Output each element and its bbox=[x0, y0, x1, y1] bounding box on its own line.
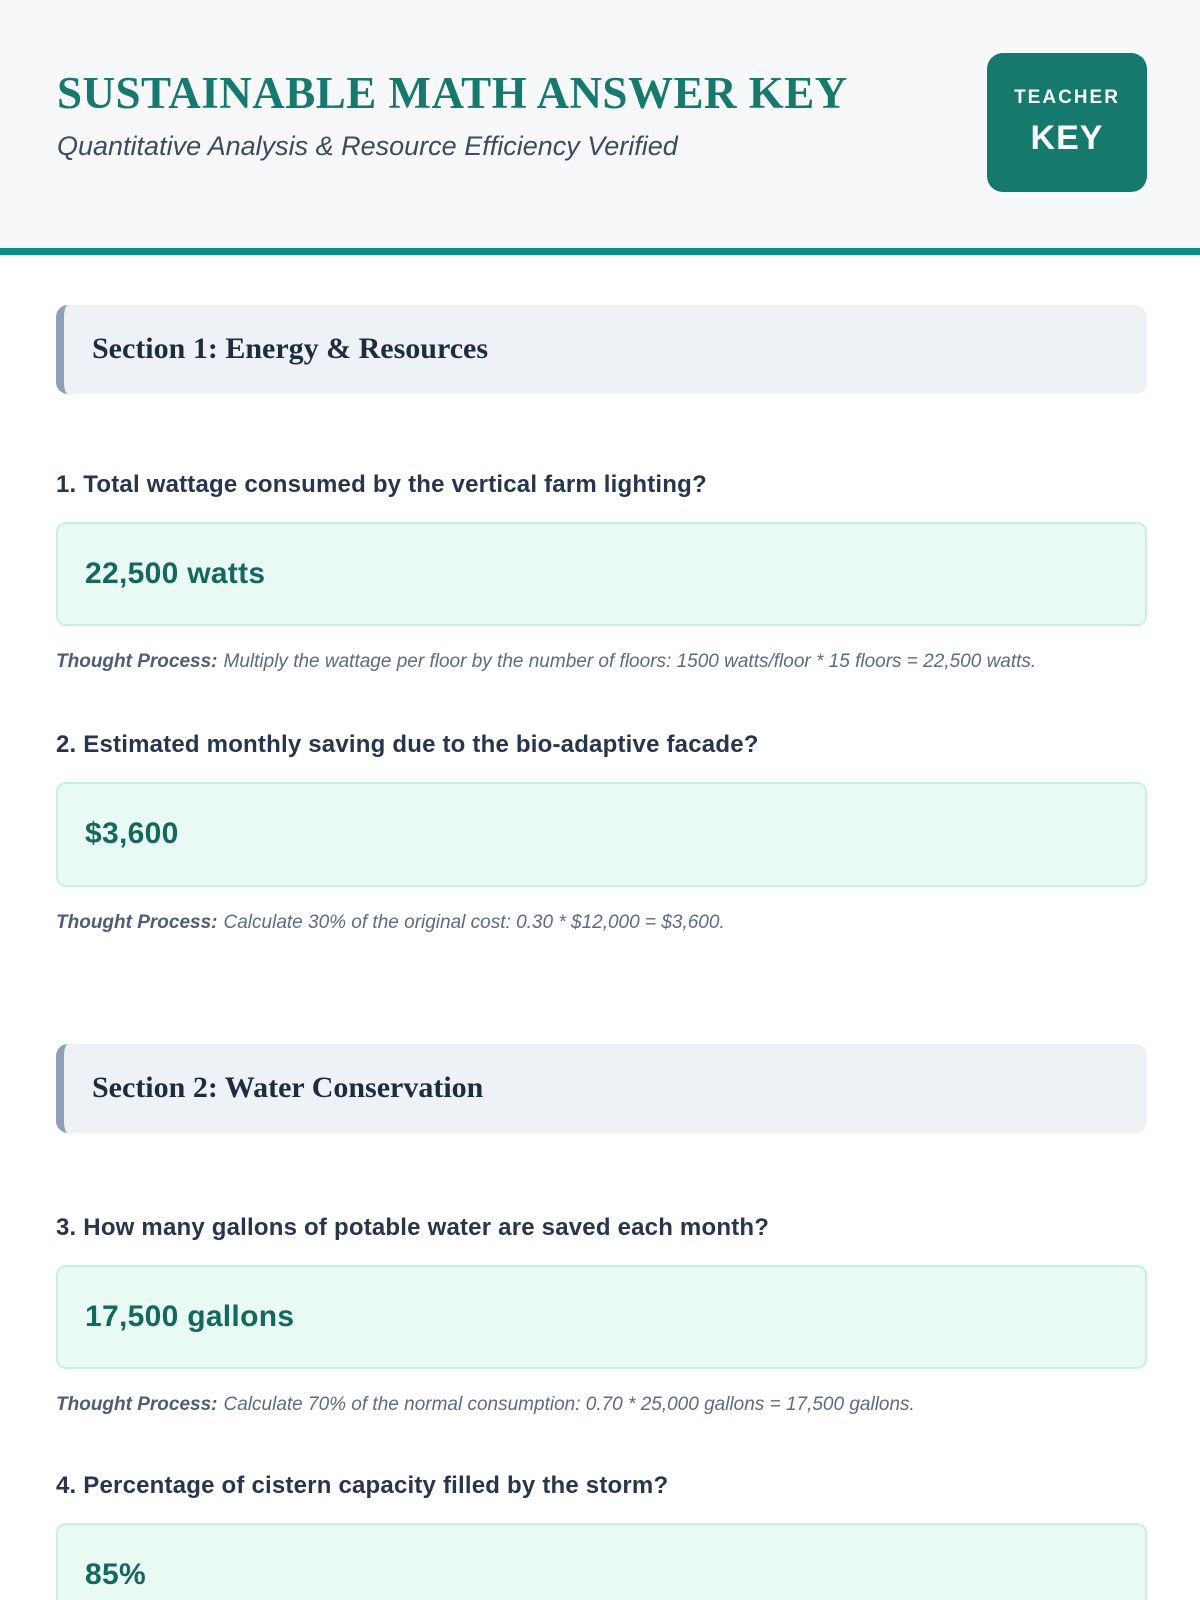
badge-key-label: KEY bbox=[1030, 119, 1104, 157]
question-1-label: 1. Total wattage consumed by the vertical farm lighting? bbox=[56, 470, 707, 498]
section-1-title: Section 1: Energy & Resources bbox=[92, 332, 489, 365]
thought-process-text-3: Calculate 70% of the normal consumption: 0.70 * 25,000 gallons = 17,500 gallons. bbox=[223, 1394, 915, 1416]
answer-box-1 bbox=[56, 522, 1147, 627]
question-block-3 bbox=[56, 1213, 1147, 1422]
main-content bbox=[0, 305, 1200, 1600]
page-subtitle: Quantitative Analysis & Resource Efficiency Verified bbox=[57, 131, 678, 162]
question-3-label: 3. How many gallons of potable water are saved each month? bbox=[56, 1213, 770, 1241]
thought-process-1 bbox=[56, 646, 1147, 678]
answer-value-1: 22,500 watts bbox=[85, 556, 266, 590]
answer-box-2 bbox=[56, 782, 1147, 887]
question-block-1 bbox=[56, 470, 1147, 679]
header-accent-bar bbox=[0, 248, 1200, 255]
question-2-label: 2. Estimated monthly saving due to the bio-adaptive facade? bbox=[56, 731, 759, 759]
answer-value-3: 17,500 gallons bbox=[85, 1299, 295, 1333]
thought-process-2 bbox=[56, 907, 1147, 939]
thought-process-label-2: Thought Process: bbox=[56, 911, 218, 933]
page-header bbox=[0, 0, 1200, 248]
thought-process-3 bbox=[56, 1389, 1147, 1421]
section-2-title: Section 2: Water Conservation bbox=[92, 1071, 484, 1105]
thought-process-text-2: Calculate 30% of the original cost: 0.30 * $12,000 = $3,600. bbox=[223, 911, 725, 933]
thought-process-label-1: Thought Process: bbox=[56, 651, 218, 672]
answer-value-2: $3,600 bbox=[85, 817, 179, 851]
answer-box-4 bbox=[56, 1523, 1147, 1600]
teacher-key-badge bbox=[987, 53, 1147, 192]
section-2-header bbox=[56, 1044, 1147, 1133]
badge-teacher-label: TEACHER bbox=[1014, 87, 1120, 108]
answer-box-3 bbox=[56, 1265, 1147, 1370]
question-block-4 bbox=[56, 1471, 1147, 1600]
section-1-header bbox=[56, 305, 1147, 394]
answer-value-4: 85% bbox=[85, 1558, 146, 1592]
page-title: SUSTAINABLE MATH ANSWER KEY bbox=[57, 68, 848, 118]
thought-process-label-3: Thought Process: bbox=[56, 1394, 218, 1416]
thought-process-text-1: Multiply the wattage per floor by the number of floors: 1500 watts/floor * 15 floors = 22,500 watts. bbox=[223, 651, 1037, 672]
question-block-2 bbox=[56, 730, 1147, 939]
question-4-label: 4. Percentage of cistern capacity filled by the storm? bbox=[56, 1472, 669, 1500]
